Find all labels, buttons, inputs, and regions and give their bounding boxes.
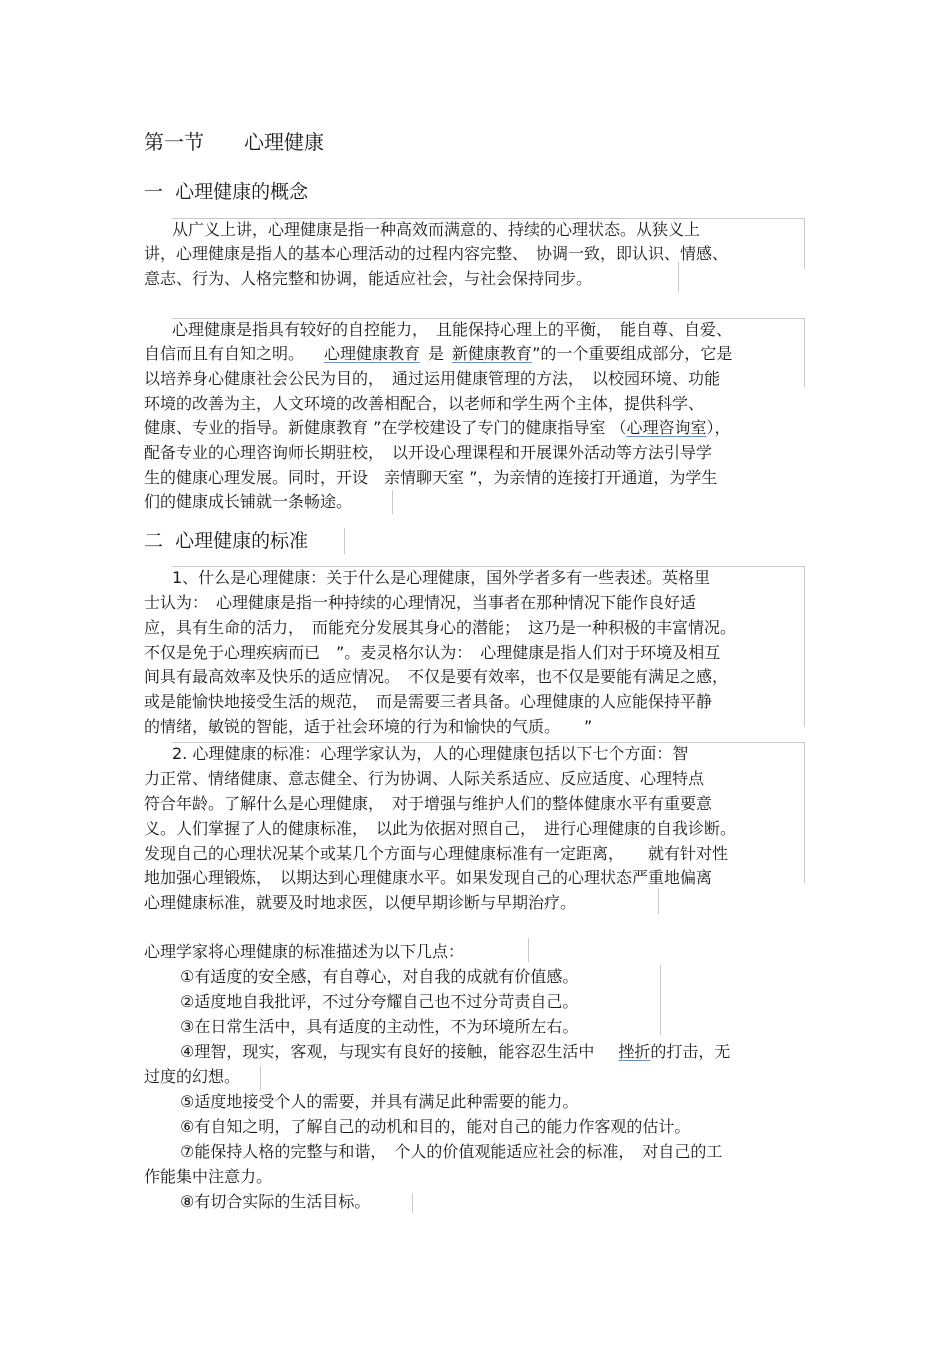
paragraph-line: 2. 心理健康的标准：心理学家认为，人的心理健康包括以下七个方面：智 [172, 744, 689, 763]
paragraph-line: 生的健康心理发展。同时，开设 亲情聊天室 ”，为亲情的连接打开通道，为学生 [144, 468, 718, 487]
text-run: 健康、专业的指导。新健康教育 ”在学校建设了专门的健康指导室 （ [144, 418, 627, 437]
text-run: ”的一个重要组成部分，它是 [532, 344, 733, 363]
paragraph-line: 1、什么是心理健康：关于什么是心理健康，国外学者多有一些表述。英格里 [172, 568, 711, 587]
paragraph-line: 心理健康标准，就要及时地求医，以便早期诊断与早期治疗。 [144, 893, 577, 912]
text-run: 的打击，无 [650, 1042, 731, 1061]
section-heading: 二 心理健康的标准 [144, 530, 309, 552]
paragraph-line: 心理健康是指具有较好的自控能力， 且能保持心理上的平衡， 能自尊、自爱、 [172, 320, 733, 339]
paragraph-line: 发现自己的心理状况某个或某几个方面与心理健康标准有一定距离， 就有针对性 [144, 844, 729, 863]
paragraph-line: 地加强心理锻炼， 以期达到心理健康水平。如果发现自己的心理状态严重地偏离 [144, 868, 713, 887]
paragraph-line: 义。人们掌握了人的健康标准， 以此为依据对照自己， 进行心理健康的自我诊断。 [144, 819, 737, 838]
list-item: ⑤适度地接受个人的需要，并具有满足此种需要的能力。 [180, 1092, 579, 1111]
paragraph-line: 士认为： 心理健康是指一种持续的心理情况，当事者在那种情况下能作良好适 [144, 593, 697, 612]
paragraph-line: 从广义上讲，心理健康是指一种高效而满意的、持续的心理状态。从狭义上 [172, 220, 701, 239]
frame-line [658, 888, 659, 914]
paragraph-line: 环境的改善为主，人文环境的改善相配合，以老师和学生两个主体，提供科学、 [144, 394, 705, 413]
list-item: ②适度地自我批评，不过分夸耀自己也不过分苛责自己。 [180, 992, 579, 1011]
list-item: 过度的幻想。 [144, 1067, 241, 1086]
frame-line [678, 262, 679, 292]
frame-line [392, 490, 393, 514]
list-item: ③在日常生活中，具有适度的主动性，不为环境所左右。 [180, 1017, 579, 1036]
list-intro: 心理学家将心理健康的标准描述为以下几点： [144, 942, 465, 961]
text-run: ④理智，现实，客观，与现实有良好的接触，能容忍生活中 [180, 1042, 595, 1061]
link-counseling-room[interactable]: 心理咨询室 [626, 418, 707, 437]
paragraph-line: 们的健康成长铺就一条畅途。 [144, 492, 353, 511]
link-new-health-education[interactable]: 新健康教育 [452, 344, 533, 363]
list-item [180, 1041, 730, 1063]
link-frustration[interactable]: 挫折 [618, 1042, 651, 1061]
paragraph-line: 不仅是免于心理疾病而已 ”。麦灵格尔认为： 心理健康是指人们对于环境及相互 [144, 643, 721, 662]
paragraph-line: 意志、行为、人格完整和协调，能适应社会，与社会保持同步。 [144, 269, 593, 288]
paragraph-line: 力正常、情绪健康、意志健全、行为协调、人际关系适应、反应适度、心理特点 [144, 769, 705, 788]
frame-line [412, 1193, 413, 1213]
frame-line [344, 528, 345, 554]
paragraph-line: 配备专业的心理咨询师长期驻校， 以开设心理课程和开展课外活动等方法引导学 [144, 443, 713, 462]
paragraph-line: 或是能愉快地接受生活的规范， 而是需要三者具备。心理健康的人应能保持平静 [144, 692, 713, 711]
page-title: 第一节 心理健康 [144, 130, 324, 154]
list-item: 作能集中注意力。 [144, 1167, 273, 1186]
frame-line [660, 965, 661, 1035]
link-psychological-health-education[interactable]: 心理健康教育 [324, 344, 421, 363]
paragraph-line: 以培养身心健康社会公民为目的， 通过运用健康管理的方法， 以校园环境、功能 [144, 369, 721, 388]
paragraph-line [144, 417, 731, 439]
frame-line [528, 938, 529, 962]
paragraph-line [144, 343, 732, 365]
paragraph-line: 应，具有生命的活力， 而能充分发展其身心的潜能； 这乃是一种积极的丰富情况。 [144, 618, 737, 637]
text-run: ）， [706, 418, 731, 437]
paragraph-line: 符合年龄。了解什么是心理健康， 对于增强与维护人们的整体健康水平有重要意 [144, 794, 713, 813]
paragraph-line: 的情绪，敏锐的智能，适于社会环境的行为和愉快的气质。 ” [144, 717, 593, 736]
text-run: 自信而且有自知之明。 [144, 344, 305, 363]
paragraph-line: 间具有最高效率及快乐的适应情况。 不仅是要有效率，也不仅是要能有满足之感， [144, 667, 729, 686]
list-item: ⑦能保持人格的完整与和谐， 个人的价值观能适应社会的标准， 对自己的工 [180, 1142, 723, 1161]
frame-line [260, 1066, 261, 1090]
section-heading: 一 心理健康的概念 [144, 181, 309, 203]
list-item: ①有适度的安全感，有自尊心，对自我的成就有价值感。 [180, 967, 579, 986]
list-item: ⑥有自知之明，了解自己的动机和目的，能对自己的能力作客观的估计。 [180, 1117, 691, 1136]
text-run: 是 [428, 344, 445, 363]
paragraph-line: 讲，心理健康是指人的基本心理活动的过程内容完整、 协调一致，即认识、情感、 [144, 244, 729, 263]
list-item: ⑧有切合实际的生活目标。 [180, 1192, 371, 1211]
